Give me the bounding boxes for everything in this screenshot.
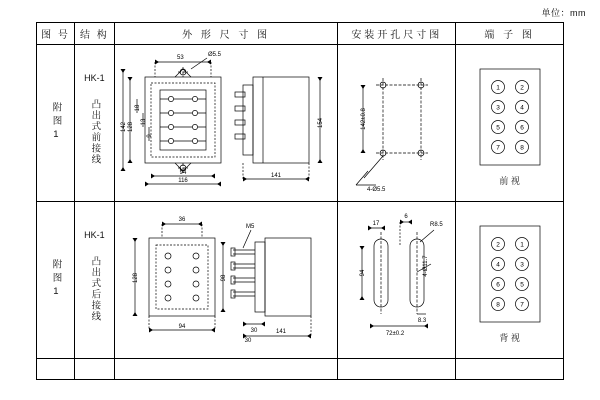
header-structure: 结 构 [75, 23, 115, 44]
terminal-drawing-cell-2 [456, 202, 563, 358]
dim-v4-1: 13 [140, 118, 147, 126]
mounting-drawing-cell-1 [338, 45, 456, 201]
dim-bottom2-1: 116 [178, 178, 188, 184]
dim-hole-m1: 4-Ø5.5 [367, 187, 386, 193]
dim-top-1: 53 [176, 55, 184, 61]
mounting-drawing-1 [338, 45, 456, 202]
dim-r-m2: R8.5 [430, 222, 444, 228]
dim-depth-1: 141 [270, 173, 281, 179]
header-fig-no: 图 号 [37, 23, 75, 44]
dim-v3-1: 18 [134, 104, 141, 112]
dim-small-m2: 8.3 [418, 318, 427, 324]
outline-drawing-1 [115, 45, 339, 202]
table-footer-row [37, 359, 563, 380]
dim-v1-1: 142 [120, 121, 127, 133]
terminal-num-5a: 5 [520, 281, 525, 289]
dim-bottom-2: 94 [178, 324, 186, 330]
structure-model-2: HK-1 [84, 230, 105, 240]
dim-hole-m2: 4-Ø11.7 [423, 255, 430, 277]
dim-bottom-m2: 72±0.2 [386, 331, 405, 337]
header-outline: 外 形 尺 寸 图 [115, 23, 339, 44]
terminal-num-3: 3 [496, 104, 501, 112]
dim-v2-1: 128 [127, 121, 134, 133]
terminal-num-7: 7 [496, 144, 501, 152]
dim-bottom1-1: 94 [179, 170, 187, 176]
fig-no-cell-2 [37, 202, 75, 358]
header-terminal: 端 子 图 [484, 30, 535, 41]
terminal-num-1: 1 [496, 84, 501, 92]
terminal-num-8: 8 [520, 144, 525, 152]
footer-c4 [338, 359, 456, 380]
terminal-num-8a: 8 [496, 301, 501, 309]
terminal-num-7a: 7 [520, 301, 525, 309]
dim-v5-1: 9 [146, 134, 153, 138]
fig-no-label-2: 附图1 [50, 259, 62, 301]
dim-small2-2: 30 [244, 338, 252, 344]
dim-depth-2: 141 [275, 329, 286, 335]
dim-top-2: 36 [178, 217, 186, 223]
footer-c1 [37, 359, 75, 380]
outline-drawing-2 [115, 202, 339, 359]
dim-b-m2: 6 [404, 214, 409, 220]
structure-model-1: HK-1 [84, 73, 105, 83]
dim-v-m2: 94 [360, 269, 367, 277]
fig-no-cell-1 [37, 45, 75, 201]
unit-note: 单位：mm [541, 8, 586, 18]
outline-drawing-cell-2 [115, 202, 339, 358]
terminal-num-5: 5 [496, 124, 501, 132]
outline-drawing-cell-1 [115, 45, 339, 201]
mounting-drawing-2 [338, 202, 456, 359]
dim-screw-2: M5 [245, 224, 255, 230]
structure-cell-1 [75, 45, 115, 201]
structure-cell-2 [75, 202, 115, 358]
dim-side-right-1: 154 [317, 117, 324, 129]
spec-table [36, 22, 564, 380]
table-row [37, 45, 563, 202]
header-mounting: 安装开孔尺寸图 [338, 23, 456, 44]
dim-a-m2: 17 [373, 221, 380, 227]
terminal-drawing-cell-1 [456, 45, 563, 201]
structure-text-1: 凸出式前接线 [89, 99, 101, 165]
terminal-num-2: 2 [520, 84, 525, 92]
terminal-num-3a: 3 [520, 261, 525, 269]
terminal-num-4: 4 [520, 104, 525, 112]
fig-no-label-1: 附图1 [50, 102, 62, 144]
dim-small1-2: 30 [250, 328, 258, 334]
terminal-num-6: 6 [520, 124, 525, 132]
footer-c2 [75, 359, 115, 380]
dim-v-right-2: 98 [220, 274, 227, 282]
dim-hole-1: Ø5.5 [207, 52, 221, 58]
table-header-row [37, 23, 563, 45]
terminal-view-label-2: 背 视 [499, 333, 520, 343]
terminal-num-4a: 4 [496, 261, 501, 269]
terminal-num-2a: 2 [496, 241, 501, 249]
footer-c3 [115, 359, 339, 380]
terminal-view-label-1: 前 视 [499, 176, 520, 186]
terminal-num-1a: 1 [520, 241, 525, 249]
terminal-num-6a: 6 [496, 281, 501, 289]
table-row [37, 202, 563, 359]
mounting-drawing-cell-2 [338, 202, 456, 358]
dim-v-m1: 142±0.8 [361, 108, 368, 130]
dim-v1-2: 128 [132, 272, 139, 284]
footer-c5 [456, 359, 563, 380]
structure-text-2: 凸出式后接线 [89, 256, 101, 322]
